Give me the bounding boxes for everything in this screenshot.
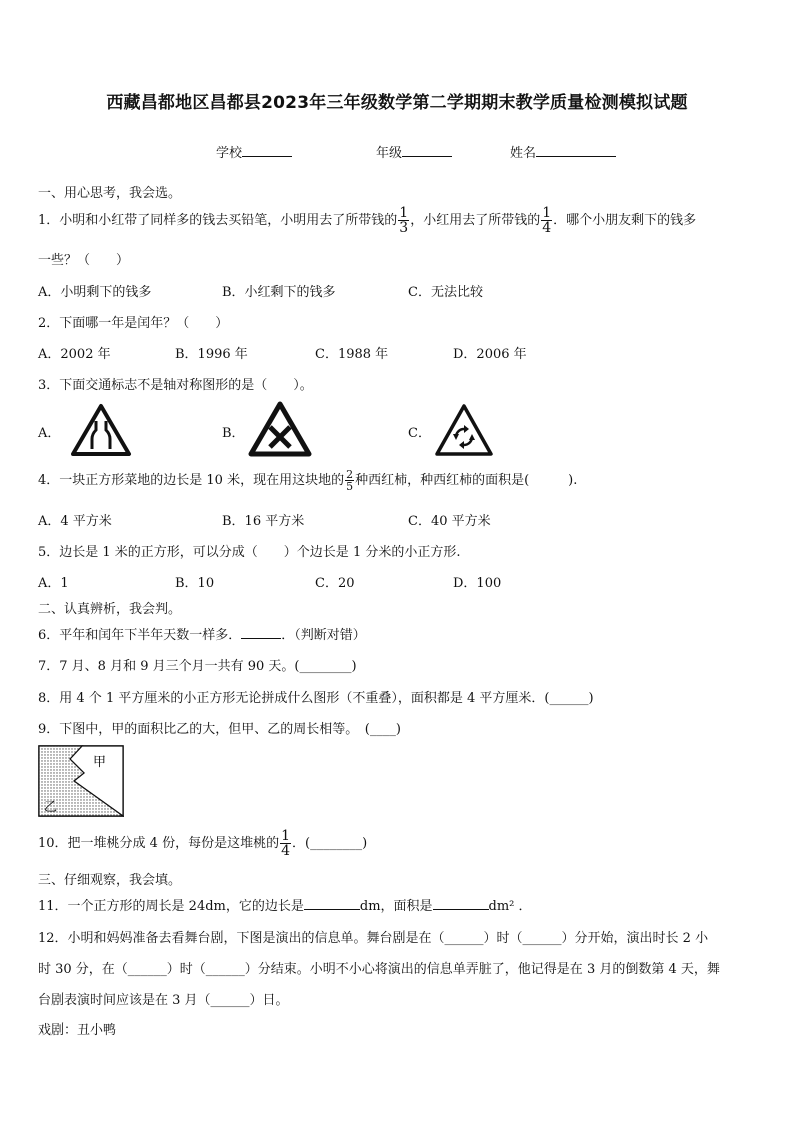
name-field [510, 142, 616, 161]
question-12-line-3: 台剧表演时间应该是在 3 月（______）日。 [38, 993, 289, 1008]
q6-text-a: 6．平年和闰年下半年天数一样多． [38, 628, 242, 643]
question-12-line-2: 时 30 分，在（______）时（______）分结束。小明不小心将演出的信息单弄脏了，他记得是在 3 月的倒数第 4 天，舞 [38, 962, 720, 977]
school-blank[interactable] [242, 144, 292, 157]
question-4 [38, 466, 577, 496]
school-field [216, 142, 292, 161]
question-10 [38, 828, 367, 860]
q2-option-b[interactable]: B．1996 年 [175, 347, 248, 362]
section-1-heading: 一、用心思考，我会选。 [38, 186, 182, 201]
grade-label: 年级 [376, 146, 403, 161]
q1-text-a: 1．小明和小红带了同样多的钱去买铅笔，小明用去了所带钱的 [38, 213, 398, 228]
q4-option-b[interactable]: B．16 平方米 [222, 514, 305, 529]
grade-blank[interactable] [402, 144, 452, 157]
q3-option-a[interactable]: A． [38, 426, 61, 441]
q11-text-a: 11．一个正方形的周长是 24dm，它的边长是 [38, 899, 304, 914]
q11-text-c: dm² ． [488, 899, 532, 914]
q1-text-c: ．哪个小朋友剩下的钱多 [553, 213, 697, 228]
q1-text-b: ，小红用去了所带钱的 [410, 213, 541, 228]
question-2: 2．下面哪一年是闰年？（ ） [38, 316, 229, 331]
q3-option-b[interactable]: B． [222, 426, 245, 441]
question-11 [38, 895, 532, 914]
section-3-heading: 三、仔细观察，我会填。 [38, 873, 182, 888]
q11-blank-side[interactable] [304, 897, 360, 910]
name-blank[interactable] [536, 144, 616, 157]
q3-option-c[interactable]: C． [408, 426, 431, 441]
q11-text-b: dm，面积是 [359, 899, 433, 914]
q4-option-c[interactable]: C．40 平方米 [408, 514, 491, 529]
q2-option-a[interactable]: A．2002 年 [38, 347, 111, 362]
label-jia: 甲 [93, 755, 107, 770]
q9-figure [38, 745, 124, 817]
q4-option-a[interactable]: A．4 平方米 [38, 514, 112, 529]
q10-text-a: 10．把一堆桃分成 4 份，每份是这堆桃的 [38, 836, 280, 851]
q5-option-b[interactable]: B．10 [175, 576, 215, 591]
q10-fraction: $\frac{1}{4}$ [281, 828, 290, 859]
question-7: 7．7 月、8 月和 9 月三个月一共有 90 天。(________) [38, 659, 357, 674]
road-narrows-sign-icon [70, 403, 132, 457]
q1-continuation: 一些？（ ） [38, 253, 130, 268]
question-1 [38, 205, 696, 237]
q11-blank-area[interactable] [433, 897, 489, 910]
q5-option-c[interactable]: C．20 [315, 576, 355, 591]
page-title: 西藏昌都地区昌都县2023年三年级数学第二学期期末教学质量检测模拟试题 [106, 93, 688, 113]
name-label: 姓名 [510, 146, 537, 161]
q2-option-c[interactable]: C．1988 年 [315, 347, 389, 362]
q1-fraction-1: $\frac{1}{3}$ [399, 205, 409, 236]
question-12-line-1: 12．小明和妈妈准备去看舞台剧，下图是演出的信息单。舞台剧是在（______）时（______）分开始，演出时长 2 小 [38, 931, 709, 946]
q5-option-a[interactable]: A．1 [38, 576, 69, 591]
q4-fraction: $\frac{2}{5}$ [346, 468, 354, 493]
question-9: 9．下图中，甲的面积比乙的大，但甲、乙的周长相等。 (____) [38, 722, 401, 737]
school-label: 学校 [216, 146, 243, 161]
crossroad-sign-icon [248, 401, 312, 457]
q1-option-b[interactable]: B．小红剩下的钱多 [222, 285, 336, 300]
question-5: 5．边长是 1 米的正方形，可以分成（ ）个边长是 1 分米的小正方形. [38, 545, 461, 560]
grade-field [376, 142, 452, 161]
section-2-heading: 二、认真辨析，我会判。 [38, 602, 182, 617]
q1-fraction-2: $\frac{1}{4}$ [542, 205, 552, 236]
q2-option-d[interactable]: D．2006 年 [453, 347, 527, 362]
drama-label: 戏剧：丑小鸭 [38, 1023, 117, 1038]
q10-text-b: ．(________) [292, 836, 368, 851]
label-yi: 乙 [44, 800, 58, 815]
question-8: 8．用 4 个 1 平方厘米的小正方形无论拼成什么图形（不重叠），面积都是 4 平方厘米．(______) [38, 691, 594, 706]
question-6 [38, 624, 366, 643]
q1-option-c[interactable]: C．无法比较 [408, 285, 483, 300]
q1-option-a[interactable]: A．小明剩下的钱多 [38, 285, 152, 300]
q4-text-b: 种西红柿，种西红柿的面积是( ). [355, 473, 578, 488]
q6-text-b: ．（判断对错） [281, 628, 366, 643]
question-3: 3．下面交通标志不是轴对称图形的是（ ）。 [38, 378, 313, 393]
q4-text-a: 4．一块正方形菜地的边长是 10 米，现在用这块地的 [38, 473, 345, 488]
q5-option-d[interactable]: D．100 [453, 576, 502, 591]
q6-blank[interactable] [241, 626, 281, 639]
roundabout-sign-icon [434, 403, 494, 457]
